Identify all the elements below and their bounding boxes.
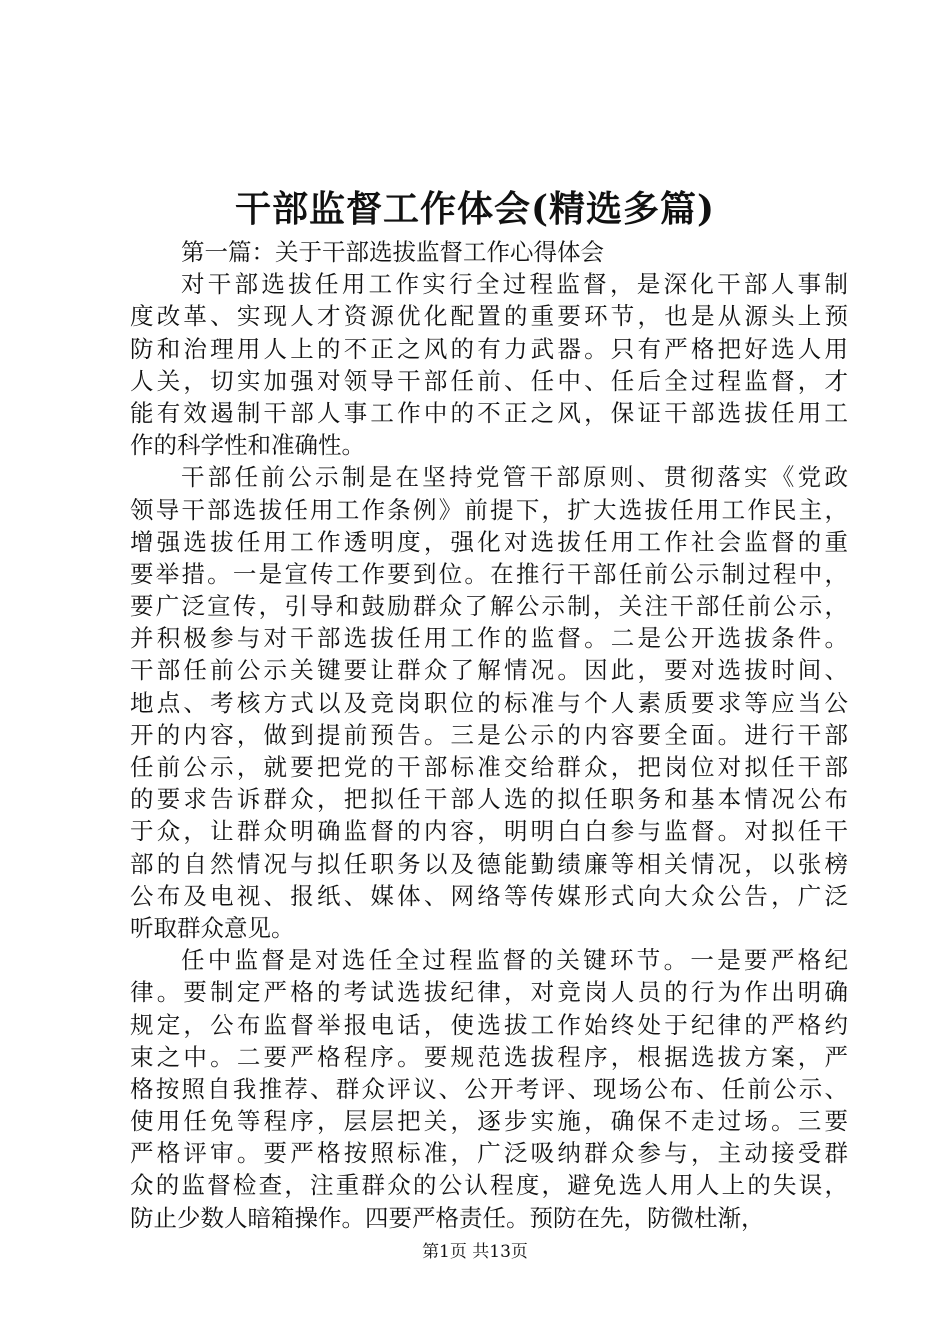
text-line: 公布及电视、报纸、媒体、网络等传媒形式向大众公告，广泛 xyxy=(130,881,848,910)
text-line: 于众，让群众明确监督的内容，明明白白参与监督。对拟任干 xyxy=(130,817,848,846)
text-line: 任中监督是对选任全过程监督的关键环节。一是要严格纪 xyxy=(181,946,848,975)
text-line: 第一篇：关于干部选拔监督工作心得体会 xyxy=(181,238,604,266)
text-line: 领导干部选拔任用工作条例》前提下，扩大选拔任用工作民主， xyxy=(130,495,848,524)
text-line: 能有效遏制干部人事工作中的不正之风，保证干部选拔任用工 xyxy=(130,398,848,427)
text-line: 并积极参与对干部选拔任用工作的监督。二是公开选拔条件。 xyxy=(130,624,848,653)
text-line: 任前公示，就要把党的干部标准交给群众，把岗位对拟任干部 xyxy=(130,753,848,781)
text-line: 要举措。一是宣传工作要到位。在推行干部任前公示制过程中， xyxy=(130,559,848,588)
text-line: 人关，切实加强对领导干部任前、任中、任后全过程监督，才 xyxy=(130,366,848,395)
text-line: 干部任前公示关键要让群众了解情况。因此，要对选拔时间、 xyxy=(130,656,848,685)
text-line: 众的监督检查，注重群众的公认程度，避免选人用人上的失误， xyxy=(130,1171,848,1200)
text-line: 开的内容，做到提前预告。三是公示的内容要全面。进行干部 xyxy=(130,720,848,749)
text-line: 格按照自我推荐、群众评议、公开考评、现场公布、任前公示、 xyxy=(130,1074,848,1103)
text-line: 干部任前公示制是在坚持党管干部原则、贯彻落实《党政 xyxy=(181,463,848,492)
text-line: 规定，公布监督举报电话，使选拔工作始终处于纪律的严格约 xyxy=(130,1010,848,1039)
page-footer: 第1页 共13页 xyxy=(422,1242,528,1262)
text-line: 防止少数人暗箱操作。四要严格责任。预防在先，防微杜渐， xyxy=(130,1203,765,1232)
text-line: 束之中。二要严格程序。要规范选拔程序，根据选拔方案，严 xyxy=(130,1042,848,1071)
text-line: 要广泛宣传，引导和鼓励群众了解公示制，关注干部任前公示， xyxy=(130,592,848,621)
text-line: 地点、考核方式以及竞岗职位的标准与个人素质要求等应当公 xyxy=(130,688,848,717)
text-line: 增强选拔任用工作透明度，强化对选拔任用工作社会监督的重 xyxy=(130,527,848,556)
document-title: 干部监督工作体会(精选多篇) xyxy=(234,188,716,230)
text-line: 严格评审。要严格按照标准，广泛吸纳群众参与，主动接受群 xyxy=(130,1139,848,1168)
text-line: 使用任免等程序，层层把关，逐步实施，确保不走过场。三要 xyxy=(130,1107,848,1136)
document-body xyxy=(130,236,848,1234)
text-line: 作的科学性和准确性。 xyxy=(130,431,365,460)
text-line: 防和治理用人上的不正之风的有力武器。只有严格把好选人用 xyxy=(130,334,848,363)
text-line: 的要求告诉群众，把拟任干部人选的拟任职务和基本情况公布 xyxy=(130,785,848,814)
text-line: 部的自然情况与拟任职务以及德能勤绩廉等相关情况，以张榜 xyxy=(130,849,848,878)
text-line: 律。要制定严格的考试选拔纪律，对竞岗人员的行为作出明确 xyxy=(130,978,848,1007)
text-line: 听取群众意见。 xyxy=(130,913,295,942)
text-line: 度改革、实现人才资源优化配置的重要环节，也是从源头上预 xyxy=(130,302,848,331)
text-line: 对干部选拔任用工作实行全过程监督，是深化干部人事制 xyxy=(181,270,848,299)
